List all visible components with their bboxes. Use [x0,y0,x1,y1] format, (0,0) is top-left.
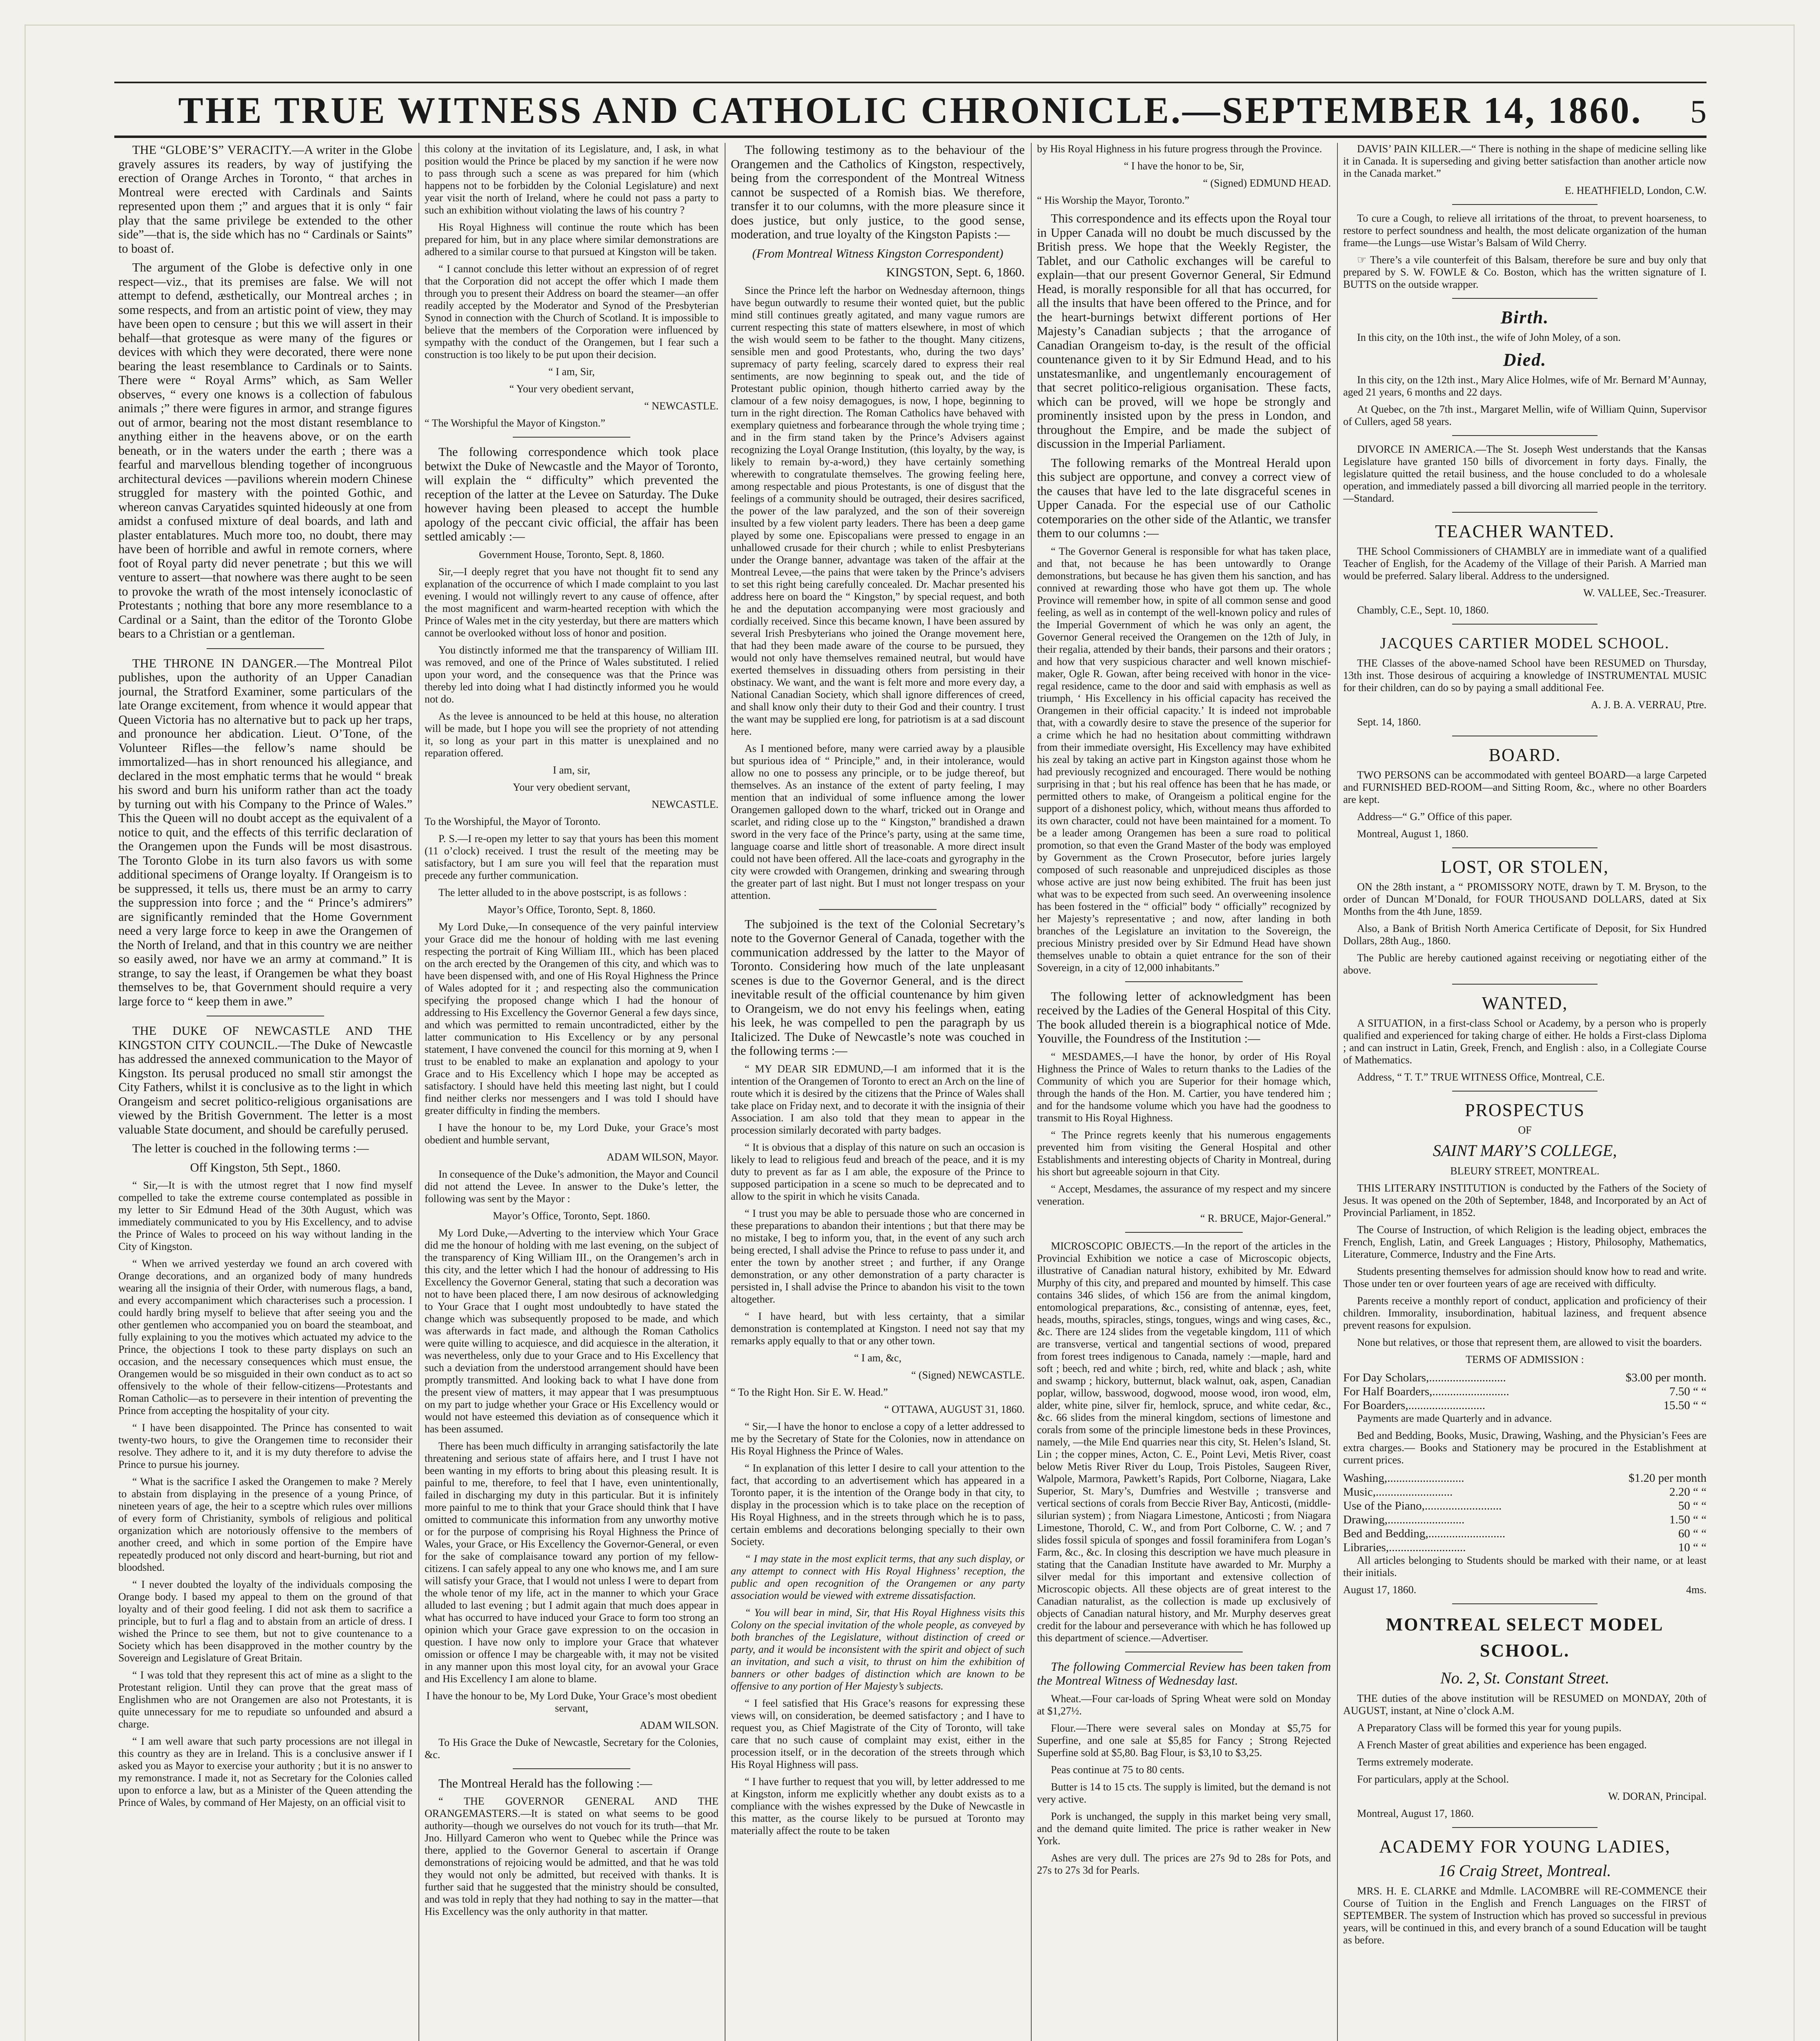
ad-text: Address—“ G.” Office of this paper. [1357,811,1513,823]
table-cell: Music,.......................... [1343,1485,1453,1499]
table-row [1343,1513,1707,1527]
letter-paragraph: “ I am well aware that such party processions are not illegal in this country as they are in Ireland. This is a conclusive answer if I asked you as Mayor to exercise your authority ; but it is no answer to my remonstrance. I made it, not as Secretary for the Colonies called upon to enforce a law, but as a Minister of the Queen attending the Prince of Wales, by command of Her Majesty, on an official visit to [118,1735,412,1808]
separator [1452,512,1598,513]
ad-text: THE School Commissioners of CHAMBLY are in immediate want of a qualified Teacher of English, for the Academy of the Village of their Parish. A Married man would be preferred. Salary liberal. Address to the undersigned. [1343,545,1707,582]
ad-text: A SITUATION, in a first-class School or Academy, by a person who is properly qualified and experienced for taking charge of either. He holds a First-class Diploma ; and can instruct in Latin, Greek, French, and English : also, in a Collegiate Course of Mathematics. [1343,1017,1707,1066]
column-4 [1037,143,1331,2041]
letter-paragraph: “ I have heard, but with less certainty, that a similar demonstration is contemplated at Kingston. I need not say that my remarks apply equally to that or any other town. [731,1310,1025,1347]
letter-dateline: “ OTTAWA, AUGUST 31, 1860. [884,1403,1025,1415]
letter-signoff: I have the honour to be, my Lord Duke, your Grace’s most obedient and humble servant, [425,1121,719,1146]
table-cell: 15.50 “ “ [1663,1399,1707,1412]
separator [819,909,937,910]
ad-heading-teacher-wanted: TEACHER WANTED. [1435,521,1615,541]
ad-text: Terms extremely moderate. [1357,1756,1473,1768]
ad-text: THE duties of the above institution will be RESUMED on MONDAY, 20th of AUGUST, instant, at Nine o’clock A.M. [1343,1692,1707,1716]
ad-signature: A. J. B. A. VERRAU, Ptre. [1591,699,1707,711]
ad-heading-wanted: WANTED, [1482,993,1568,1013]
ad-dateline: Montreal, August 1, 1860. [1357,828,1468,840]
separator [207,648,324,649]
ad-dateline [1343,1584,1707,1596]
column-1 [118,143,412,2041]
table-row [1343,1398,1707,1412]
ad-text: None but relatives, or those that represent them, are allowed to visit the boarders. [1357,1336,1702,1348]
article-throne-in-danger: THE THRONE IN DANGER.—The Montreal Pilot publishes, upon the authority of an Upper Canadian journal, the Stratford Examiner, some particulars of the late Orange excitement, from whence it would appear that Queen Victoria has no alternative but to pack up her traps, and pronounce her abdication. Lieut. O’Tone, of the Volunteer Rifles—the fellow’s name should be immortalized—has in short renounced his allegiance, and declared in the most emphatic terms that he would “ break his sword and burn his uniform rather than act the toady by turning out with his Company to the Prince of Wales.” This the Queen will no doubt accept as the equivalent of a notice to quit, and the effects of this terrific declaration of the Orangemen upon the Funds will be most disastrous. The Toronto Globe in its turn also favors us with some additional specimens of Orange loyalty. If Orangeism is to be suppressed, it tells us, there must be an army to carry the suppression into force ; and the “ Prince’s admirers” are significantly reminded that the Home Government need a very large force to keep in awe the Orangemen of the North of Ireland, and that in this country we are neither so easily awed, nor have we an army at command.” It is strange, to say the least, if Orangemen be what they boast themselves to be, that Government should require a very large force to “ keep them in awe.” [118,656,412,1008]
table-cell: Bed and Bedding,.......................... [1343,1527,1506,1540]
ad-heading-prospectus: PROSPECTUS [1465,1100,1585,1120]
column-3 [731,143,1025,2041]
extras-table [1343,1471,1707,1554]
letter-paragraph: “ What is the sacrifice I asked the Orangemen to make ? Merely to abstain from displaying in the presence of a young Prince, of nineteen years of age, the heir to a sceptre which rules over millions of every form of Christianity, symbols of religious and political organization which are notoriously offensive to the members of another creed, and which in some portion of the Empire have repeatedly produced not only discord and heart-burning, but riot and bloodshed. [118,1476,412,1573]
ad-heading-model-school: MONTREAL SELECT MODEL SCHOOL. [1386,1614,1664,1661]
letter-signature: “ NEWCASTLE. [644,400,719,412]
table-cell: 10 “ “ [1678,1541,1707,1554]
table-cell: For Day Scholars,.......................... [1343,1371,1506,1384]
letter-postscript: P. S.—I re-open my letter to say that yours has been this moment (11 o’clock) received. I trust the result of the meeting may be satisfactory, but I am sure you will feel that the reparation must precede any further communication. [425,832,719,881]
letter-paragraph: “ The Prince regrets keenly that his numerous engagements prevented him from visiting the General Hospital and other Establishments and interesting objects of Charity in Montreal, during his short but agreeable sojourn in that City. [1037,1129,1331,1178]
article-source: (From Montreal Witness Kingston Correspondent) [752,246,1003,260]
article-globe-veracity: THE “GLOBE’S” VERACITY.—A writer in the Globe gravely assures its readers, by way of justifying the erection of Orange Arches in Toronto, “ that arches in Montreal were erected with Cardinals and Saints represented upon them ;” and argues that it is only “ fair play that the same privilege be extended to the other side”—that is, the side which has no “ Cardinals or Saints” to boast of. [118,143,412,256]
letter-paragraph: “ I have been disappointed. The Prince has consented to wait twenty-two hours, to give the Orangemen time to reconsider their resolve. They adhere to it, and it is my duty therefore to advise the Prince to pursue his journey. [118,1422,412,1470]
ad-text: Payments are made Quarterly and in advance. [1357,1412,1552,1424]
letter-paragraph-italic: “ I may state in the most explicit terms, that any such display, or any attempt to connect with His Royal Highness’ reception, the public and open recognition of the Orangemen or any party association would be viewed with extreme dissatisfaction. [731,1552,1025,1601]
ad-subheading: 16 Craig Street, Montreal. [1438,1861,1611,1880]
table-cell: Libraries,.......................... [1343,1541,1466,1554]
letter-addressee: “ The Worshipful the Mayor of Kingston.” [425,417,605,429]
letter-signoff: I am, sir, [553,764,590,776]
ad-heading-lost: LOST, OR STOLEN, [1441,857,1609,877]
ad-signature: W. DORAN, Principal. [1608,1790,1707,1802]
letter-signoff: Your very obedient servant, [513,781,630,793]
letter-paragraph: “ I was told that they represent this act of mine as a slight to the Protestant religion. Until they can prove that the great mass of Englishmen who are not Orangemen are also not Protestants, it is quite unnecessary for me to repudiate so unfounded and absurd a charge. [118,1669,412,1730]
college-name: SAINT MARY’S COLLEGE, [1433,1141,1617,1160]
commercial-review-item: Wheat.—Four car-loads of Spring Wheat were sold on Monday at $1,27½. [1037,1692,1331,1717]
ad-heading-academy: ACADEMY FOR YOUNG LADIES, [1379,1836,1671,1856]
article-general-hospital: The following letter of acknowledgment has been received by the Ladies of the General Hospital of this City. The book alluded therein is a biographical notice of Mde. Youville, the Foundress of the Institution :— [1037,989,1331,1045]
letter-paragraph: His Royal Highness will continue the route which has been prepared for him, but in any place where similar demonstrations are adhered to a similar course to that pursued at Kingston will be taken. [425,221,719,258]
deaths-heading: Died. [1503,350,1547,370]
letter-signature: “ (Signed) NEWCASTLE. [911,1369,1025,1381]
letter-paragraph: “ Accept, Mesdames, the assurance of my respect and my sincere veneration. [1037,1183,1331,1207]
ad-davis-pain-killer: DAVIS’ PAIN KILLER.—“ There is nothing in the shape of medicine selling like it in Canada. It is superseding and giving better satisfaction than another article now in the Canada market.” [1343,143,1707,179]
separator [1452,435,1598,436]
ad-text: THE Classes of the above-named School have been RESUMED on Thursday, 13th inst. Those desirous of acquiring a knowledge of INSTRUMENTAL MUSIC for their children, can do so by paying a small additional Fee. [1343,657,1707,694]
table-cell: 50 “ “ [1678,1499,1707,1512]
letter-signoff: “ Your very obedient servant, [509,383,634,395]
letter-paragraph: “ Sir,—I have the honor to enclose a copy of a letter addressed to me by the Secretary of State for the Colonies, now in attendance on His Royal Highness the Prince of Wales. [731,1420,1025,1457]
ad-wistar-balsam: To cure a Cough, to relieve all irritations of the throat, to prevent hoarseness, to restore to perfect soundness and health, the most delicate organization of the human frame—the Lungs—use Wistar’s Balsam of Wild Cherry. [1343,212,1707,249]
separator [1452,984,1598,985]
letter-paragraph: by His Royal Highness in his future progress through the Province. [1037,143,1322,155]
ad-heading-board: BOARD. [1488,745,1561,765]
letter-paragraph: this colony at the invitation of its Legislature, and, I ask, in what position would the Prince be placed by my sanction if he were now to pass through such a scene as was prepared for him (which happens not to be forbidden by the Colonial Legislature) and next year visit the north of Ireland, where he could not pass a party to such an exhibition without violating the laws of his country ? [425,143,719,216]
letter-paragraph: As the levee is announced to be held at this house, no alteration will be made, but I hope you will see the propriety of not attending it, so long as your part in this matter is unexplained and no reparation offered. [425,710,719,759]
letter-addressee: To His Grace the Duke of Newcastle, Secretary for the Colonies, &c. [425,1736,719,1761]
ad-text: Students presenting themselves for admission should know how to read and write. Those under ten or over fourteen years of age are received with difficulty. [1343,1265,1707,1290]
table-cell: 1.50 “ “ [1669,1513,1707,1526]
article-herald: The Montreal Herald has the following :— [438,1776,652,1790]
separator [1452,204,1598,205]
article-paragraph: In consequence of the Duke’s admonition, the Mayor and Council did not attend the Levee. In answer to the Duke’s letter, the following was sent by the Mayor : [425,1168,719,1205]
table-row [1343,1471,1707,1485]
commercial-review-item: Flour.—There were several sales on Monday at $5,75 for Superfine, and one sale at $5,85 for Fancy ; Strong Rejected Superfine sold at $5,80. Bag Flour, is $3,10 to $3,25. [1037,1722,1331,1759]
ad-text: MRS. H. E. CLARKE and Mdmlle. LACOMBRE will RE-COMMENCE their Course of Tuition in the English and French Languages on the FIRST of SEPTEMBER. The system of Instruction which has proved so successful in previous years, will be continued in this, and every branch of a sound Education will be taught as before. [1343,1885,1707,1946]
separator [1452,1091,1598,1092]
column-5 [1343,143,1707,2041]
commercial-review-item: Pork is unchanged, the supply in this market being very small, and the demand quite limited. The price is rather weaker in New York. [1037,1810,1331,1847]
letter-paragraph: “ MY DEAR SIR EDMUND,—I am informed that it is the intention of the Orangemen of Toronto to erect an Arch on the line of route which it is desired by the citizens that the Prince of Wales shall take place on Friday next, and to decorate it with the insignia of their Association. I am also told that they mean to appear in the procession similarly decorated with party badges. [731,1063,1025,1136]
letter-paragraph: “ MESDAMES,—I have the honor, by order of His Royal Highness the Prince of Wales to return thanks to the Ladies of the Community of which you are Superior for their homage which, through the hands of the Hon. M. Cartier, you have tendered him ; and for the handsome volume which you have had the goodness to transmit to His Royal Highness. [1037,1050,1331,1124]
letter-dateline: Mayor’s Office, Toronto, Sept. 8, 1860. [487,903,656,916]
table-cell: For Half Boarders,.......................... [1343,1385,1509,1398]
letter-paragraph: “ In explanation of this letter I desire to call your attention to the fact, that according to an advertisement which has appeared in a Toronto paper, it is the intention of the Orange body in that city, to display in the procession which is to take place on the reception of His Royal Highness, and in the streets through which he is to pass, certain emblems and decorations belonging specially to their own Society. [731,1462,1025,1547]
masthead-title: THE TRUE WITNESS AND CATHOLIC CHRONICLE.—SEPTEMBER 14, 1860. [178,89,1643,131]
separator [1125,1232,1243,1233]
ad-text: The Public are hereby cautioned against receiving or negotiating either of the above. [1343,952,1707,976]
masthead-rule-top [114,82,1707,83]
birth-notice: In this city, on the 10th inst., the wife of John Moley, of a son. [1357,331,1621,343]
letter-paragraph: My Lord Duke,—In consequence of the very painful interview your Grace did me the honour of holding with me last evening respecting the portrait of King William III., which has been placed on the arch erected by the Orangemen of this city, and which was to have been dispensed with, and one of His Royal Highness the Prince of Wales adopted for it ; and respecting also the communication specifying the proposed change which I had the honour of addressing to His Excellency the Governor General a few days since, and which was permitted to remain uncontradicted, either by the latter communication to His Excellency or by any personal statement, I have convened the council for this morning at 9, when I trust to be enabled to make an explanation and apology to your Grace and to His Excellency which I hope may be accepted as satisfactory. I should have held this meeting last night, but I could find neither clerks nor messengers and I was told I should have greater difficulty in finding the members. [425,920,719,1116]
letter-signature: “ R. BRUCE, Major-General.” [1200,1212,1331,1224]
letter-signature: ADAM WILSON, Mayor. [607,1151,719,1163]
letter-signature: NEWCASTLE. [652,798,719,810]
letter-paragraph: “ Sir,—It is with the utmost regret that I now find myself compelled to take the extreme course contemplated as possible in my letter to Sir Edmund Head of the 30th August, which was immediately communicated to you by His Excellency, and to advise the Prince of Wales to proceed on his way without landing in the City of Kingston. [118,1179,412,1252]
letter-paragraph: “ I never doubted the loyalty of the individuals composing the Orange body. I based my appeal to them on the ground of that loyalty and of their good feeling. I did not ask them to sacrifice a principle, but to furl a flag and to abstain from an article of dress. I wished the Prince to see them, but not to give countenance to a Society which has been disapproved in the mother country by the Sovereign and Legislature of Great Britain. [118,1579,412,1664]
letter-signature: ADAM WILSON. [639,1719,719,1731]
article-paragraph: As I mentioned before, many were carried away by a plausible but spurious idea of “ Principle,” and, in their intolerance, would allow no one to possess any principle, or to be judge thereof, but themselves. As an instance of the extent of party feeling, I may mention that an individual of some influence among the lower Orangemen galloped down to the wharf, tricked out in Orange and scarlet, and riding close up to the “ Kingston,” brandished a drawn sword in the very face of the Prince’s party, using at the same time, language coarse and little short of treasonable. A more direct insult could not have been offered. All the lace-coats and gyrography in the city were crowded with Orangemen, drinking and swearing through the greater part of last night. But I must not longer trespass on your attention. [731,742,1025,901]
separator [1452,847,1598,848]
ad-text: THIS LITERARY INSTITUTION is conducted by the Fathers of the Society of Jesus. It was opened on the 20th of September, 1848, and Incorporated by an Act of Provincial Parliament, in 1852. [1343,1182,1707,1218]
ad-heading-jacques-cartier: JACQUES CARTIER MODEL SCHOOL. [1380,635,1670,652]
separator [513,437,630,438]
ad-text: Bed and Bedding, Books, Music, Drawing, Washing, and the Physician’s Fees are extra charges.— Books and Stationery may be procured in the Establishment at current prices. [1343,1430,1707,1466]
article-paragraph: The argument of the Globe is defective only in one respect—viz., that its premises are false. We will not attempt to defend, æsthetically, our Montreal arches ; in some respects, and from an artistic point of view, they may have been open to censure ; but this we will assert in their behalf—that grotesque as were many of the figures or devices with which they were decorated, there were none bearing the least resemblance to Cardinals or to Saints. There were “ Royal Arms” which, as Sam Weller observes, “ every one knows is a collection of fabulous animals ;” there were figures in armor, and strange figures out of armor, bearing not the most distant resemblance to anything either in the heavens above, or on the earth beneath, or in the waters under the earth ; there was a fearful and marvellous blending together of incongruous architectural devices —pavilions wherein modern Chinese struggled for mastery with the pointed Gothic, and whereon canvas Caryatides squinted hideously at one from amidst a confused mixture of deal boards, and lath and plaster entablatures. Much more too, no doubt, there may have been of horrible and awful in remote corners, where foot of Royal party did never penetrate ; but this we will venture to assert—that nowhere was there aught to be seen to provoke the wrath of the most intensely iconoclastic of Protestants ; nothing that bore any more resemblance to a Cardinal or a Saint, than the editor of the Toronto Globe bears to a Christian or a gentleman. [118,260,412,640]
table-row [1343,1385,1707,1398]
article-colonial-secretary: The subjoined is the text of the Colonial Secretary’s note to the Governor General of Canada, together with the communication addressed by the latter to the Mayor of Toronto. Considering how much of the late unpleasant scenes is due to the Governor General, and is the direct inevitable result of the official countenance by him given to Orangeism, we do not envy his feelings when, eating his leek, he was compelled to pen the paragraph by us Italicized. The Duke of Newcastle’s note was couched in the following terms :— [731,917,1025,1058]
article-quote: “ The Governor General is responsible for what has taken place, and that, not because he has been untowardly to Orange demonstrations, but because he has given them his sanction, and has connived at rewarding those who have got them up. The whole Province will remember how, in spite of all common sense and good feeling, as well as in contempt of the well-known policy and rules of the Imperial Government of which he was only an agent, the Governor General received the Orangemen on the 12th of July, in their regalia, attended by their bands, their parsons and their orators ; and how that very suspicious character and well known mischief-maker, Ogle R. Gowan, after being received with honor in the vice-regal residence, came to the door and said with emphasis as well as triumph, ‘ His Excellency in his official capacity has received the Orangemen in their official capacity.’ It is indeed not improbable that, with a cowardly desire to stave the presence of the superior for a crime which he had no hesitation about committing withdrawn from their immediate oversight, His Excellency may have exhibited his zeal by taking an active part in Kingston against those whom he had previously recognized and encouraged. There would be nothing surprising in that ; but his real offence has been that he has made, or permitted others to make, of Orangeism a political engine for the support of a dishonest policy, which, without means thus afforded to its own character, could not have been maintained for a moment. To be a leader among Orangemen has been a sure road to political promotion, so that even the Grand Master of the body was employed by Government as the Crown Prosecutor, before juries largely composed of such reasonable and unprejudiced disciples as those whose active are just now being exhibited. The fruit has been just what was to be expected from such seed. An overweening insolence has been fostered in the “ official” body “ officially” recognized by her Majesty’s representative ; and now, after landing in both branches of the Legislature an invitation to the Sovereign, the precious Ministry presided over by Sir Edmund Head have shown themselves unable to obtain a quiet entrance for the son of their Sovereign, in a city of 12,000 inhabitants.” [1037,545,1331,974]
column-rule [418,143,419,2041]
letter-addressee: To the Worshipful, the Mayor of Toronto. [425,815,601,827]
table-row [1343,1485,1707,1499]
letter-paragraph: “ I have further to request that you will, by letter addressed to me at Kingston, inform me explicitly whether any doubt exists as to a compliance with the wishes expressed by the Duke of Newcastle in this matter, as the course likely to be pursued at Toronto may materially affect the route to be taken [731,1775,1025,1836]
ad-signature: W. VALLEE, Sec.-Treasurer. [1583,587,1707,599]
ad-subheading: No. 2, St. Constant Street. [1440,1669,1610,1687]
article-duke-of-newcastle: THE DUKE OF NEWCASTLE AND THE KINGSTON CITY COUNCIL.—The Duke of Newcastle has addressed the annexed communication to the Mayor of Kingston. Its perusal produced no small stir amongst the City Fathers, whilst it is conclusive as to the light in which Orangeism and secret politico-religious organisations are viewed by the British Government. The letter is a most valuable State document, and should be carefully perused. [118,1024,412,1136]
letter-signoff: “ I have the honor to be, Sir, [1124,160,1244,172]
ad-text: Parents receive a monthly report of conduct, application and proficiency of their children. Immorality, insubordination, habitual laziness, and frequent absence prevent reasons for expulsion. [1343,1295,1707,1331]
article-paragraph: The letter alluded to in the above postscript, is as follows : [438,886,687,898]
table-cell: 7.50 “ “ [1669,1385,1707,1398]
letter-paragraph: Sir,—I deeply regret that you have not thought fit to send any explanation of the occurrence of which I made complaint to you last evening. I would not willingly revert to any cause of offence, after the most magnificent and warm-hearted reception with which the Prince of Wales met in the city yesterday, but there are matters which cannot be overlooked without loss of honor and position. [425,565,719,639]
table-cell: Drawing,.......................... [1343,1513,1465,1526]
article-paragraph: The letter is couched in the following terms :— [132,1141,369,1155]
letter-signoff: “ I am, &c, [854,1352,902,1364]
article-kingston-testimony: The following testimony as to the behaviour of the Orangemen and the Catholics of Kingston, respectively, being from the correspondent of the Montreal Witness cannot be suspected of a Romish bias. We therefore, transfer it to our columns, with the more pleasure since it does justice, but only justice, to the good sense, moderation, and true loyalty of the Kingston Papists :— [731,143,1025,241]
letter-dateline: Off Kingston, 5th Sept., 1860. [190,1160,341,1174]
ad-text: TWO PERSONS can be accommodated with genteel BOARD—a large Carpeted and FURNISHED BED-ROOM—and Sitting Room, &c., where no other Boarders are kept. [1343,769,1707,805]
column-rule [1337,143,1338,2041]
article-correspondence: The following correspondence which took place betwixt the Duke of Newcastle and the Mayor of Toronto, will explain the “ difficulty” which prevented the reception of the latter at the Levee on Saturday. The Duke however having been pleased to accept the humble apology of the peccant civic official, the affair has been settled amicably :— [425,445,719,543]
table-cell: Use of the Piano,.......................... [1343,1499,1502,1512]
terms-heading: TERMS OF ADMISSION : [1466,1354,1584,1365]
letter-addressee: “ To the Right Hon. Sir E. W. Head.” [731,1386,888,1398]
article-paragraph: Since the Prince left the harbor on Wednesday afternoon, things have begun outwardly to resume their wonted quiet, but the public mind still continues greatly agitated, and many vague rumors are current respecting this state of matters elsewhere, in most of which the wish would seem to be father to the thought. Many citizens, sensible men and good Protestants, who, during the two days’ supremacy of party feeling, scarcely dared to express their real sentiments, are now beginning to speak out, and the tide of Protestant public opinion, though hitherto carried away by the clamour of a few noisy demagogues, is now, I hope, beginning to turn in the right direction. The Roman Catholics have behaved with exemplary quietness and forbearance through the whole trying time ; and in the firm stand taken by the Prince’s Advisers against recognizing the Loyal Orange Institution, (this loyalty, by the way, is likely to remain by-a-word,) they have certainly something wherewith to congratulate themselves. The growing feeling here, among respectable and pious Protestants, is one of disgust that the feelings of a community should be outraged, their desires sacrificed, the power of the law paralyzed, and the son of their sovereign insulted by a few violent party leaders. There has been a deep game played by some one. Episcopalians were pressed to engage in an unhallowed crusade for their church ; while to enlist Presbyterians under the Orange banner, advantage was taken of the affair at the Montreal Levee,—the pains that were taken by the Prince’s advisers to set this right being carefully concealed. Dr. Machar presented his address here on board the “ Kingston,” by special request, and both he and the deputation accompanying were most graciously and cordially received. Since this became known, I have been assured by several Irish Presbyterians who joined the Orange movement here, that had they been made aware of the course to be pursued, they would not only have themselves remained neutral, but would have exerted themselves in dissuading others from persisting in their obstinacy. We want, and the want is felt more and more every day, a National Canadian Society, which shall ignore differences of creed, and shall know only their duty to their God and their country. I trust the want may be supplied ere long, for patriotism is at a sad discount here. [731,284,1025,737]
separator [1452,298,1598,299]
letter-addressee: “ His Worship the Mayor, Toronto.” [1037,194,1190,206]
table-row [1343,1541,1707,1554]
article-governor-responsibility: This correspondence and its effects upon the Royal tour in Upper Canada will no doubt be much discussed by the British press. We hope that the Weekly Register, the Tablet, and our Catholic exchanges will be careful to explain—that our present Governor General, Sir Edmund Head, is morally responsible for all that has occurred, for all the insults that have been offered to the Prince, and for the heart-burnings betwixt different portions of Her Majesty’s Canadian subjects ; that the arrogance of Canadian Orangeism to-day, is the result of the official countenance given to it by Sir Edmund Head, and to his unstatesmanlike, and ungentlemanly encouragement of that secret politico-religious organisation. These facts, which can be proved, will we hope be strongly and prominently insisted upon by the press in London, and throughout the Empire, and be made the subject of discussion in the Imperial Parliament. [1037,211,1331,451]
commercial-review-item: Peas continue at 75 to 80 cents. [1051,1763,1185,1776]
ad-text: The Course of Instruction, of which Religion is the leading object, embraces the French, English, Latin, and Greek Languages ; History, Philosophy, Mathematics, Literature, Commerce, Industry and the Fine Arts. [1343,1224,1707,1260]
column-2 [425,143,719,2041]
letter-signoff: I have the honour to be, My Lord Duke, Your Grace’s most obedient servant, [426,1690,717,1714]
column-rule [1031,143,1032,2041]
death-notice: At Quebec, on the 7th inst., Margaret Mellin, wife of William Quinn, Supervisor of Cullers, aged 58 years. [1343,403,1707,427]
separator [1125,981,1243,982]
article-microscopic-objects: MICROSCOPIC OBJECTS.—In the report of the articles in the Provincial Exhibition we notice a case of Microscopic objects, illustrative of Canadian natural history, exhibited by Mr. Edward Murphy of this city, and prepared and mounted by himself. This case contains 346 slides, of which 156 are from the animal kingdom, entomological preparations, &c., consisting of antennæ, eyes, feet, heads, mouths, spiracles, stings, tongues, wings and wing cases, &c., &c. There are 124 slides from the vegetable kingdom, 111 of which are transverse, vertical and tangential sections of wood, prepared from forest trees indigenous to Canada, namely :—maple, hard and soft ; beech, red and white ; birch, red, white and black ; ash, white and swamp ; hickory, butternut, black walnut, oak, aspen, Canadian poplar, willow, basswood, dogwood, moose wood, iron wood, elm, alder, white pine, silver fir, hemlock, spruce, and white cedar, &c., &c. 66 slides from the mineral kingdom, sections of limestone and corals from some of the principle limestone beds in these Provinces, namely, —the Mile End quarries near this city, St. Helen’s Island, St. Lin ; the copper mines, Acton, C. E., Point Levi, Metis River, coast below Metis River River du Loup, Trois Pistoles, Saugeen River, Walpole, Marmora, Pawkett’s Rapids, Port Colborne, Niagara, Lake Superior, St. Mary’s, Dumfries and Westville ; transverse and vertical sections of corals from Beccie River Bay, Anticosti, (middle-silurian system) ; from Niagara Limestone, Anticosti ; from Niagara Limestone, Thorold, C. W., and from Port Colborne, C. W. ; and 7 slides fossil spicula of sponges and fossil foraminifera from Logan’s Farm, &c., &c. In closing this description we have much pleasure in stating that the Canadian Institute have awarded to Mr. Murphy a silver medal for this important and extensive collection of Microscopic objects. All these objects are of great interest to the Canadian naturalist, as the collection is made up exclusively of objects of Canadian natural history, and Mr. Murphy deserves great credit for the labour and perseverance with which he has followed up this department of science.—Advertiser. [1037,1240,1331,1644]
ad-dateline: Chambly, C.E., Sept. 10, 1860. [1357,604,1489,616]
births-heading: Birth. [1500,307,1549,327]
ad-subheading: OF [1518,1124,1532,1136]
separator [1452,624,1598,625]
ad-note: ☞ There’s a vile counterfeit of this Balsam, therefore be sure and buy only that prepared by S. W. FOWLE & Co. Boston, which has the written signature of I. BUTTS on the outside wrapper. [1343,254,1707,290]
table-cell: 60 “ “ [1678,1527,1707,1540]
separator [1452,1603,1598,1604]
letter-paragraph: “ I feel satisfied that His Grace’s reasons for expressing these views will, on consideration, be deemed satisfactory ; and I have to request you, as Chief Magistrate of the City of Toronto, will take care that no such cause of complaint may exist, either in the procession itself, or in the decoration of the streets through which His Royal Highness will pass. [731,1697,1025,1770]
commercial-review-heading: The following Commercial Review has been taken from the Montreal Witness of Wednesday last. [1037,1659,1331,1687]
ad-text: Also, a Bank of British North America Certificate of Deposit, for Six Hundred Dollars, 28th Aug., 1860. [1343,923,1707,947]
article-divorce: DIVORCE IN AMERICA.—The St. Joseph West understands that the Kansas Legislature have granted 150 bills of divorcement in forty days. Finally, the legislature quitted the retail business, and the house concluded to do a wholesale operation, and immediately passed a bill divorcing all married people in the territory.—Standard. [1343,443,1707,504]
letter-paragraph: You distinctly informed me that the transparency of William III. was removed, and one of the Prince of Wales substituted. I relied upon your word, and the consequence was that the Prince was thereby led into doing what I had distinctly informed you he would not do. [425,644,719,705]
college-address: BLEURY STREET, MONTREAL. [1450,1165,1600,1177]
ad-text: A Preparatory Class will be formed this year for young pupils. [1357,1722,1622,1734]
ad-text: Address, “ T. T.” TRUE WITNESS Office, Montreal, C.E. [1357,1071,1605,1083]
ad-reference: 4ms. [1686,1584,1707,1596]
death-notice: In this city, on the 12th inst., Mary Alice Holmes, wife of Mr. Bernard M’Aunnay, aged 21 years, 6 months and 22 days. [1343,374,1707,398]
masthead-rule-bottom [114,136,1707,138]
ad-text: For particulars, apply at the School. [1357,1773,1509,1785]
ad-dateline: Montreal, August 17, 1860. [1357,1808,1474,1819]
letter-signoff: “ I am, Sir, [548,366,595,378]
commercial-review-item: Butter is 14 to 15 cts. The supply is limited, but the demand is not very active. [1037,1781,1331,1805]
letter-paragraph: “ It is obvious that a display of this nature on such an occasion is likely to lead to religious feud and breach of the peace, and it is my duty to prevent as far as I am able, the exposure of the Prince to supposed participation in a scene so much to be deprecated and to allow to the spirit in which he visits Canada. [731,1141,1025,1202]
article-dateline: KINGSTON, Sept. 6, 1860. [886,265,1025,279]
letter-paragraph: “ I cannot conclude this letter without an expression of of regret that the Corporation did not accept the offer which I made them through you to present their Address on board the steamer—an offer readily accepted by the Moderator and Synod of the Presbyterian Synod in connection with the Church of Scotland. It is impossible to believe that the members of the Corporation were influenced by sympathy with the conduct of the Orangemen, but I fear such a construction is too likely to be put upon their decision. [425,263,719,360]
ad-text: A French Master of great abilities and experience has been engaged. [1357,1739,1647,1751]
ad-signature: E. HEATHFIELD, London, C.W. [1564,185,1707,196]
letter-paragraph-italic: “ You will bear in mind, Sir, that His Royal Highness visits this Colony on the special invitation of the whole people, as conveyed by both branches of the Legislature, without distinction of creed or party, and it would be inconsistent with the spirit and object of such an invitation, and such a visit, to thrust on him the exhibition of banners or other badges of distinction which are known to be offensive to any portion of Her Majesty’s subjects. [731,1606,1025,1692]
separator [513,1768,630,1769]
ad-date: August 17, 1860. [1343,1584,1417,1596]
letter-paragraph: “ When we arrived yesterday we found an arch covered with Orange decorations, and an organized body of many hundreds wearing all the insignia of their Order, with numerous flags, a band, and every accompaniment which characterises such a procession. I could hardly bring myself to believe that after seeing you and the other gentlemen who accompanied you on board the steamboat, and fully explaining to you the motives which actuated my advice to the Prince, the objections I took to these party displays on such an occasion, and the necessary consequences which must ensue, the Orangemen would be so misguided in their own conduct as to act so offensively to the whole of their fellow-citizens—Protestants and Roman Catholic—as to persevere in their intention of preventing the Prince from accepting the hospitality of your city. [118,1258,412,1416]
page-number: 5 [1690,94,1707,130]
ad-text: All articles belonging to Students should be marked with their name, or at least their initials. [1343,1554,1707,1579]
table-row [1343,1499,1707,1513]
terms-table [1343,1371,1707,1412]
commercial-review-item: Ashes are very dull. The prices are 27s 9d to 28s for Pots, and 27s to 27s 3d for Pearls. [1037,1852,1331,1876]
letter-paragraph: There has been much difficulty in arranging satisfactorily the late threatening and serious state of affairs here, and I trust I have not been wanting in my efforts to bring about this pleasing result. It is painful to me, therefore, to feel that I have, even unintentionally, failed in discharging my duty in this particular. But it is infinitely more painful to me to think that your Grace should think that I have omitted to communicate this information from any unworthy motive or for the purpose of comprising his Royal Highness the Prince of Wales, your Grace, or His Excellency the Governor-General, or even for the sake of complaisance toward any portion of my fellow-citizens. I can safely appeal to any one who knows me, and I am sure will satisfy your Grace, that I would not unless I were to depart from the whole tenor of my life, act in the manner to which your Grace alluded to last evening ; but I admit again that much does appear in what has occurred to have induced your Grace to form too strong an opinion which your Grace gave expression to on the occasion in question. I have now only to implore your Grace that whatever omission or offence I may be chargeable with, it may not be visited in any manner upon this most loyal city, for an avowal your Grace and His Excellency I am alone to blame. [425,1440,719,1685]
ad-dateline: Sept. 14, 1860. [1357,716,1421,728]
table-row [1343,1527,1707,1541]
table-cell: Washing,.......................... [1343,1472,1464,1485]
letter-dateline: Mayor’s Office, Toronto, Sept. 1860. [493,1209,650,1222]
table-cell: 2.20 “ “ [1669,1485,1707,1499]
table-cell: $1.20 per month [1629,1472,1707,1485]
article-paragraph: “ THE GOVERNOR GENERAL AND THE ORANGEMASTERS.—It is stated on what seems to be good authority—though we ourselves do not vouch for its truth—that Mr. Jno. Hillyard Cameron who went to Quebec while the Prince was there, applied to the Governor General to ascertain if Orange demonstrations of rejoicing would be admitted, and that he was told they would not only be admitted, but received with thanks. It is further said that he suggested that the ministry should be consulted, and was told in reply that they had nothing to say in the matter—that His Excellency was the only authority in that matter. [425,1795,719,1917]
letter-signature: “ (Signed) EDMUND HEAD. [1203,177,1331,189]
table-row [1343,1371,1707,1385]
separator [1452,1827,1598,1828]
masthead [114,86,1707,139]
letter-paragraph: “ I trust you may be able to persuade those who are concerned in these preparations to abandon their intentions ; but that there may be no mistake, I beg to inform you, that, in the event of any such arch being erected, I shall advise the Prince to refuse to pass under it, and enter the town by another street ; and further, if any Orange demonstration, or any other demonstration of a party character is persisted in, I shall advise the Prince to abandon his visit to the town altogether. [731,1207,1025,1305]
article-paragraph: The following remarks of the Montreal Herald upon this subject are opportune, and convey a correct view of the causes that have led to the late disgraceful scenes in Upper Canada. For the especial use of our Catholic cotemporaries on the other side of the Atlantic, we transfer them to our columns :— [1037,456,1331,540]
letter-dateline: Government House, Toronto, Sept. 8, 1860. [478,548,665,560]
letter-paragraph: My Lord Duke,—Adverting to the interview which Your Grace did me the honour of holding with me last evening, on the subject of the transparency of King William III., on the Orangemen’s arch in this city, and the letter which I had the honour of addressing to His Excellency the Governor General, stating that such a decoration was not to have been placed there, I am now desirous of acknowledging to Your Grace that I ought most undoubtedly to have stated the change which was subsequently proposed to be made, and which was afterwards in fact made, and although the Roman Catholics were quite willing to acquiesce, and did acquiesce in the alteration, it was nevertheless, only due to your Grace and to His Excellency that such a deviation from the understood arrangement should have been promptly transmitted. And looking back to what I have done from the present view of matters, it may appear that I was presumptuous on my part to judge whether your Grace or His Excellency would or would not have esteemed this deviation as of consequence which it has been assumed. [425,1227,719,1435]
table-cell: $3.00 per month. [1625,1371,1707,1384]
ad-text: ON the 28th instant, a “ PROMISSORY NOTE, drawn by T. M. Bryson, to the order of Duncan M’Donald, for FOUR THOUSAND DOLLARS, dated at Six Months from the 4th June, 1859. [1343,881,1707,917]
table-cell: For Boarders,.......................... [1343,1399,1485,1412]
